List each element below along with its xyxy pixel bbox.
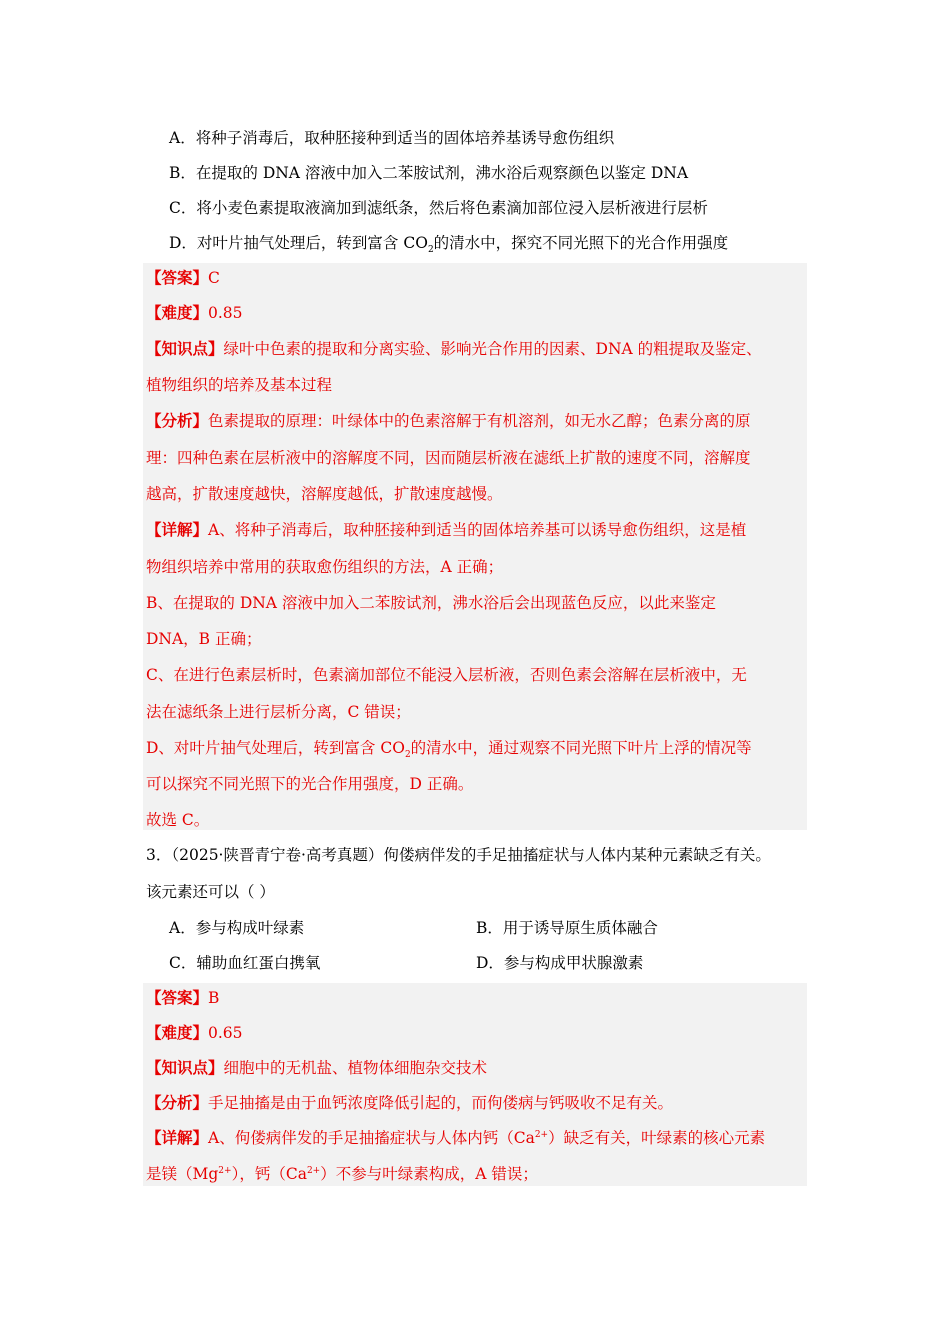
q2-detail-line-7-sub: 2	[404, 750, 411, 761]
q2-detail-line-6: 法在滤纸条上进行层析分离，C 错误；	[146, 703, 411, 721]
q2-difficulty-value: 0.85	[208, 304, 243, 322]
q2-option-d-pre: D．对叶片抽气处理后，转到富含 CO	[169, 234, 428, 252]
q2-detail-line-7-post: 的清水中，通过观察不同光照下叶片上浮的情况等	[410, 739, 752, 757]
q3-detail-line-2	[146, 1164, 538, 1184]
q3-analysis-label: 【分析】	[146, 1093, 209, 1112]
q3-detail-line-1-pre: A、佝偻病伴发的手足抽搐症状与人体内钙（Ca	[208, 1129, 535, 1147]
q2-option-d	[169, 233, 729, 256]
q3-knowledge-label: 【知识点】	[146, 1058, 224, 1077]
q2-detail-line-2: 物组织培养中常用的获取愈伤组织的方法，A 正确；	[146, 558, 504, 576]
q2-difficulty-line	[146, 303, 243, 323]
q3-option-b: B．用于诱导原生质体融合	[476, 919, 658, 937]
q2-analysis-line-2: 理：四种色素在层析液中的溶解度不同，因而随层析液在滤纸上扩散的速度不同，溶解度	[146, 449, 751, 467]
q3-option-a: A．参与构成叶绿素	[169, 919, 305, 937]
q3-analysis-line	[146, 1093, 673, 1113]
q3-answer-box	[143, 983, 807, 1186]
q2-knowledge-text-1: 绿叶中色素的提取和分离实验、影响光合作用的因素、DNA 的粗提取及鉴定、	[223, 340, 762, 358]
q2-answer-line	[146, 268, 220, 288]
q2-detail-line-8: 可以探究不同光照下的光合作用强度，D 正确。	[146, 775, 474, 793]
q3-answer-value: B	[208, 989, 220, 1007]
q2-option-d-sub: 2	[427, 245, 434, 256]
q3-detail-line-1-sup: 2+	[534, 1129, 549, 1140]
q2-detail-label: 【详解】	[146, 520, 209, 539]
q2-answer-value: C	[208, 269, 220, 287]
q3-detail-label: 【详解】	[146, 1128, 209, 1147]
q2-analysis-line-3: 越高，扩散速度越快，溶解度越低，扩散速度越慢。	[146, 485, 503, 503]
q2-detail-line-1	[146, 520, 746, 540]
q3-detail-line-2-sup2: 2+	[306, 1165, 321, 1176]
q2-analysis-label: 【分析】	[146, 411, 209, 430]
q2-difficulty-label: 【难度】	[146, 303, 209, 322]
q3-answer-line	[146, 988, 219, 1008]
q2-detail-line-7-pre: D、对叶片抽气处理后，转到富含 CO	[146, 739, 405, 757]
q3-detail-line-1	[146, 1128, 765, 1148]
q2-detail-line-5: C、在进行色素层析时，色素滴加部位不能浸入层析液，否则色素会溶解在层析液中，无	[146, 666, 747, 684]
q3-detail-line-2-pre: 是镁（Mg	[146, 1165, 219, 1183]
q3-difficulty-line	[146, 1023, 243, 1043]
q3-stem-line-1: 3．（2025·陕晋青宁卷·高考真题）佝偻病伴发的手足抽搐症状与人体内某种元素缺乏有关。	[146, 846, 771, 864]
q3-difficulty-value: 0.65	[208, 1024, 243, 1042]
q2-answer-label: 【答案】	[146, 268, 209, 287]
q2-knowledge-line-1	[146, 339, 762, 359]
q2-detail-line-7	[146, 738, 752, 761]
q2-analysis-text-1: 色素提取的原理：叶绿体中的色素溶解于有机溶剂，如无水乙醇；色素分离的原	[208, 412, 751, 430]
q3-knowledge-line	[146, 1058, 487, 1078]
q3-knowledge-value: 细胞中的无机盐、植物体细胞杂交技术	[223, 1059, 488, 1077]
q2-analysis-line-1	[146, 411, 751, 431]
q2-knowledge-line-2: 植物组织的培养及基本过程	[146, 376, 333, 394]
q2-option-d-post: 的清水中，探究不同光照下的光合作用强度	[433, 234, 729, 252]
q3-option-d: D．参与构成甲状腺激素	[476, 954, 644, 972]
q2-detail-line-4: DNA，B 正确；	[146, 630, 262, 648]
q2-option-a: A．将种子消毒后，取种胚接种到适当的固体培养基诱导愈伤组织	[169, 129, 615, 147]
q2-option-b: B．在提取的 DNA 溶液中加入二苯胺试剂，沸水浴后观察颜色以鉴定 DNA	[169, 164, 689, 182]
q3-option-c: C．辅助血红蛋白携氧	[169, 954, 321, 972]
q2-detail-text-1: A、将种子消毒后，取种胚接种到适当的固体培养基可以诱导愈伤组织，这是植	[208, 521, 747, 539]
q3-answer-label: 【答案】	[146, 988, 209, 1007]
q3-analysis-value: 手足抽搐是由于血钙浓度降低引起的，而佝偻病与钙吸收不足有关。	[208, 1094, 674, 1112]
q3-detail-line-2-sup: 2+	[218, 1165, 232, 1176]
q2-option-c: C．将小麦色素提取液滴加到滤纸条，然后将色素滴加部位浸入层析液进行层析	[169, 199, 708, 217]
q3-stem-line-2: 该元素还可以（ ）	[146, 883, 275, 901]
q3-difficulty-label: 【难度】	[146, 1023, 209, 1042]
q3-detail-line-2-mid: ），钙（Ca	[231, 1165, 307, 1183]
q2-detail-line-3: B、在提取的 DNA 溶液中加入二苯胺试剂，沸水浴后会出现蓝色反应，以此来鉴定	[146, 594, 716, 612]
q3-detail-line-2-post: ）不参与叶绿素构成，A 错误；	[320, 1165, 538, 1183]
q3-detail-line-1-post: ）缺乏有关，叶绿素的核心元素	[548, 1129, 766, 1147]
q2-knowledge-label: 【知识点】	[146, 339, 224, 358]
q2-conclusion: 故选 C。	[146, 811, 210, 829]
